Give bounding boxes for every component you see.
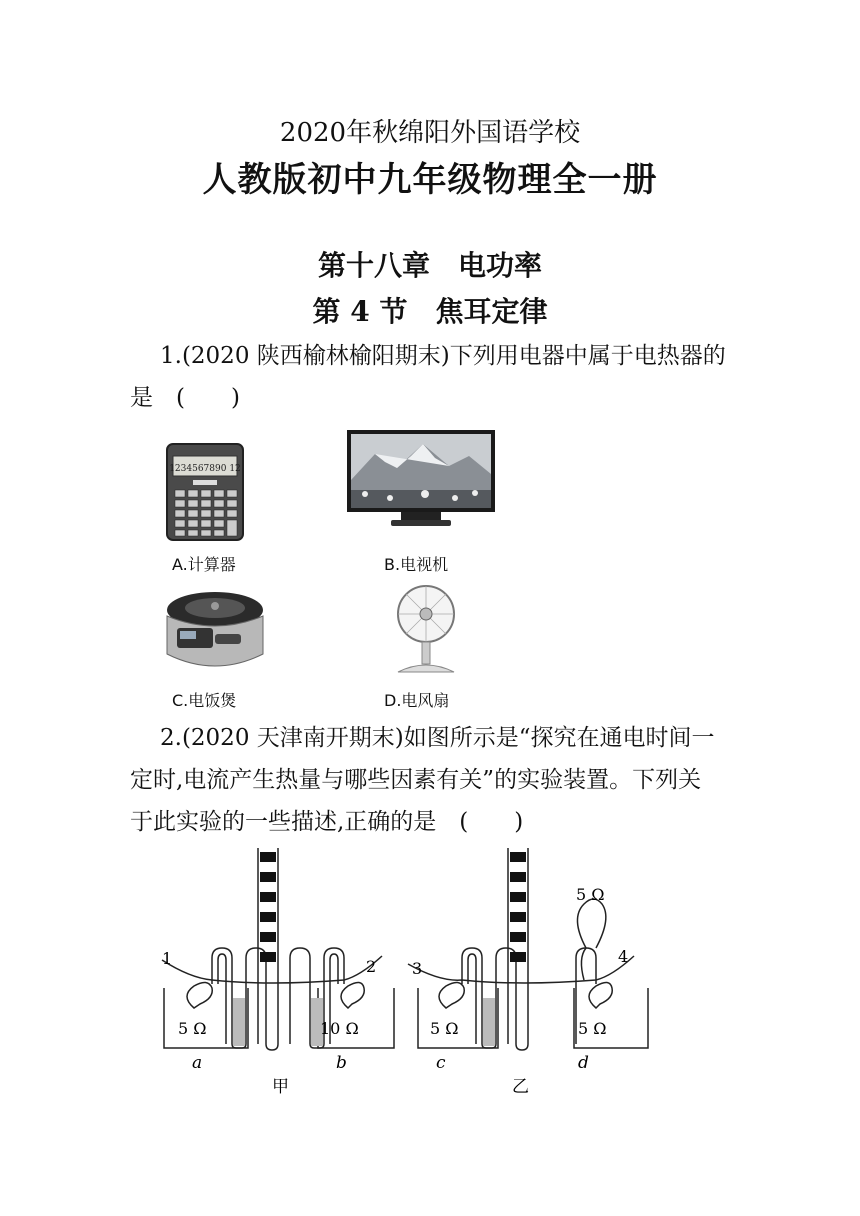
q2-line2: 定时,电流产生热量与哪些因素有关”的实验装置。下列关 xyxy=(130,767,702,793)
television-image xyxy=(345,428,497,530)
q1-line1: 1.(2020 陕西榆林榆阳期末)下列用电器中属于电热器的 xyxy=(160,343,726,369)
option-d-caption: D.电风扇 xyxy=(384,691,450,710)
option-a-caption: A.计算器 xyxy=(172,555,236,574)
figure-left-caption: 甲 xyxy=(272,1077,289,1097)
option-b-caption: B.电视机 xyxy=(384,555,449,574)
q2-line3: 于此实验的一些描述,正确的是 ( ) xyxy=(130,809,524,835)
wire-label-4: 4 xyxy=(618,947,629,966)
container-d-label: d xyxy=(578,1053,589,1073)
wire-label-3: 3 xyxy=(412,959,423,978)
chapter-title: 第十八章 电功率 xyxy=(317,249,542,282)
resistor-d-label: 5 Ω xyxy=(578,1019,607,1038)
container-b-label: b xyxy=(336,1053,347,1073)
resistor-b-label: 10 Ω xyxy=(320,1019,359,1038)
option-c-caption: C.电饭煲 xyxy=(172,691,237,710)
book-title: 人教版初中九年级物理全一册 xyxy=(202,160,658,200)
container-d xyxy=(574,988,648,1048)
container-a-label: a xyxy=(192,1053,203,1073)
q1-line2: 是 ( ) xyxy=(130,385,240,411)
calculator-image xyxy=(165,442,245,542)
wire-label-2: 2 xyxy=(366,957,377,976)
container-c-label: c xyxy=(436,1053,446,1073)
electric-fan-image xyxy=(390,584,466,676)
external-resistor-label: 5 Ω xyxy=(576,885,605,904)
wire-label-1: 1 xyxy=(162,949,173,968)
resistor-a-label: 5 Ω xyxy=(178,1019,207,1038)
calculator-display: 1234567890 12 xyxy=(169,464,241,474)
resistor-c-label: 5 Ω xyxy=(430,1019,459,1038)
school-title: 2020年秋绵阳外国语学校 xyxy=(279,118,581,148)
experiment-figure xyxy=(150,848,650,1098)
q2-line1: 2.(2020 天津南开期末)如图所示是“探究在通电时间一 xyxy=(160,725,715,751)
rice-cooker-image xyxy=(163,588,267,674)
figure-right-caption: 乙 xyxy=(512,1077,529,1097)
section-title: 第 4 节 焦耳定律 xyxy=(312,295,548,328)
